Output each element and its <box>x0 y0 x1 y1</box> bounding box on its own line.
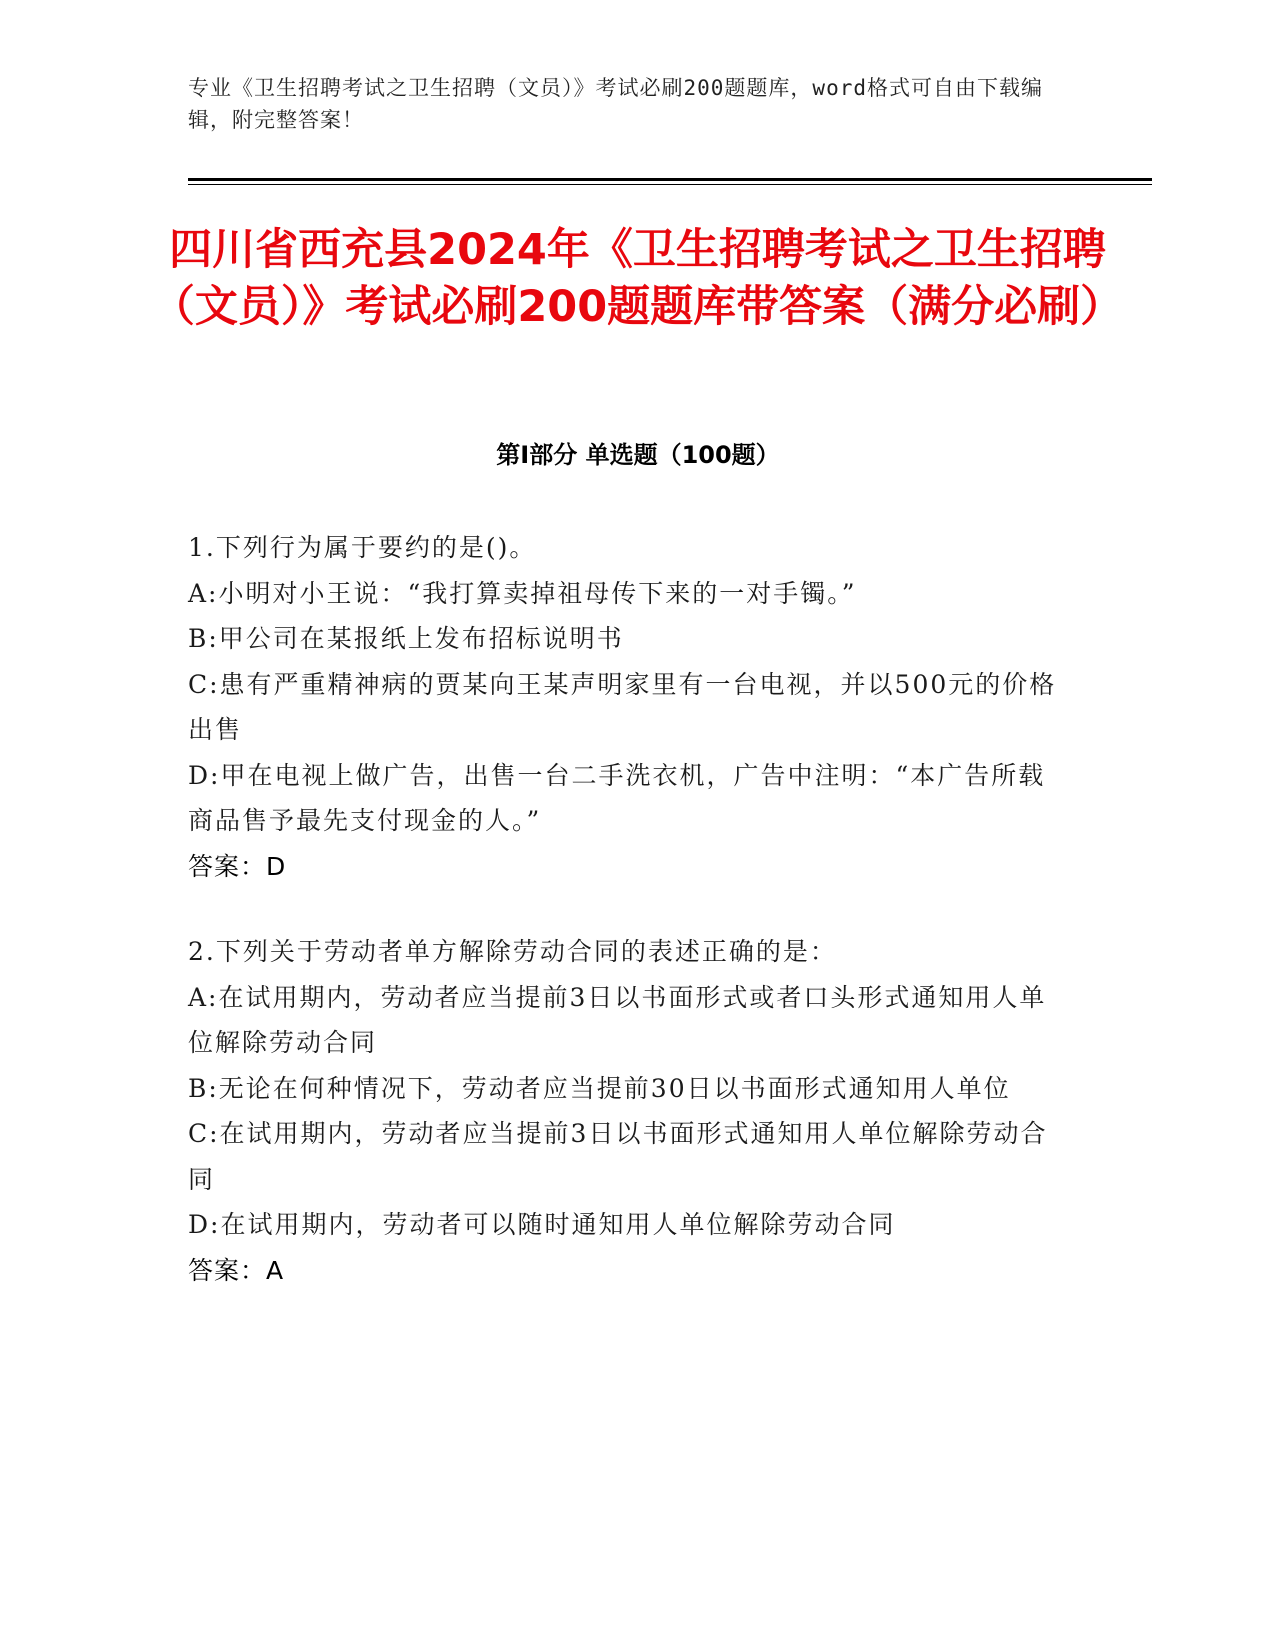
question-block <box>188 929 1068 1293</box>
option-a: A:小明对小王说：“我打算卖掉祖母传下来的一对手镯。” <box>188 578 857 608</box>
question-stem: 1.下列行为属于要约的是()。 <box>188 533 537 562</box>
option-a: A:在试用期内，劳动者应当提前3日以书面形式或者口头形式通知用人单位解除劳动合同 <box>188 982 1047 1057</box>
header-divider-thick <box>188 178 1152 181</box>
document-title: 四川省西充县2024年《卫生招聘考试之卫生招聘（文员）》考试必刷200题题库带答案（满分必刷） <box>151 225 1124 332</box>
option-b: B:甲公司在某报纸上发布招标说明书 <box>188 624 624 653</box>
question-block <box>188 525 1068 889</box>
section-heading: 第I部分 单选题（100题） <box>496 441 780 469</box>
option-d: D:在试用期内，劳动者可以随时通知用人单位解除劳动合同 <box>188 1210 896 1239</box>
answer-line: 答案：A <box>188 1255 285 1285</box>
option-c: C:患有严重精神病的贾某向王某声明家里有一台电视，并以500元的价格出售 <box>188 669 1057 744</box>
question-stem: 2.下列关于劳动者单方解除劳动合同的表述正确的是： <box>188 937 837 966</box>
option-b: B:无论在何种情况下，劳动者应当提前30日以书面形式通知用人单位 <box>188 1073 1011 1103</box>
answer-line: 答案：D <box>188 851 287 881</box>
option-c: C:在试用期内，劳动者应当提前3日以书面形式通知用人单位解除劳动合同 <box>188 1119 1048 1194</box>
header-divider-thin <box>188 184 1152 185</box>
option-d: D:甲在电视上做广告，出售一台二手洗衣机，广告中注明：“本广告所载商品售予最先支付现金的人。” <box>188 760 1046 835</box>
header-note: 专业《卫生招聘考试之卫生招聘（文员）》考试必刷200题题库，word格式可自由下载编辑，附完整答案！ <box>188 76 1043 132</box>
